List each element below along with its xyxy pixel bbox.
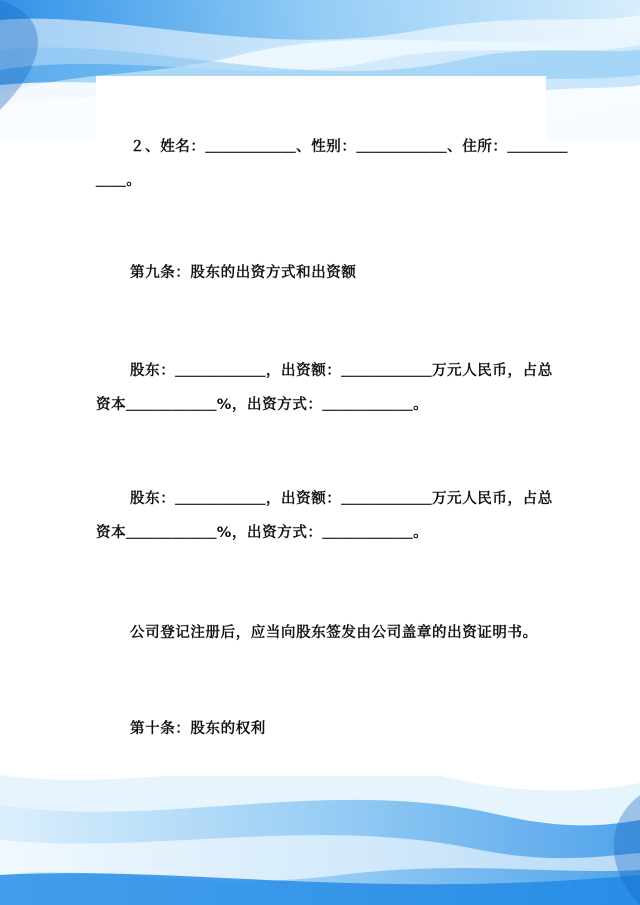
text-line: 股东：＿＿＿＿＿＿，出资额：＿＿＿＿＿＿万元人民币，占总: [130, 363, 553, 379]
article-nine-heading: [96, 256, 580, 290]
text-line: 资本＿＿＿＿＿＿%，出资方式：＿＿＿＿＿＿。: [96, 525, 429, 541]
text-line: 第十条：股东的权利: [130, 721, 266, 737]
paragraph-shareholder-2: [96, 130, 580, 198]
paragraph-contribution-2: [96, 482, 580, 550]
text-line: 第九条：股东的出资方式和出资额: [130, 265, 357, 281]
text-line: ＿＿。: [96, 173, 142, 189]
paragraph-contribution-1: [96, 354, 580, 422]
text-line: 资本＿＿＿＿＿＿%，出资方式：＿＿＿＿＿＿。: [96, 397, 429, 413]
text-line: ２、姓名：＿＿＿＿＿＿、性别：＿＿＿＿＿＿、住所：＿＿＿＿: [130, 139, 568, 155]
paragraph-certificate: [96, 616, 580, 650]
text-line: 股东：＿＿＿＿＿＿，出资额：＿＿＿＿＿＿万元人民币，占总: [130, 491, 553, 507]
article-ten-heading: [96, 712, 580, 746]
text-line: 公司登记注册后，应当向股东签发由公司盖章的出资证明书。: [130, 625, 538, 641]
document-body: [96, 76, 568, 776]
